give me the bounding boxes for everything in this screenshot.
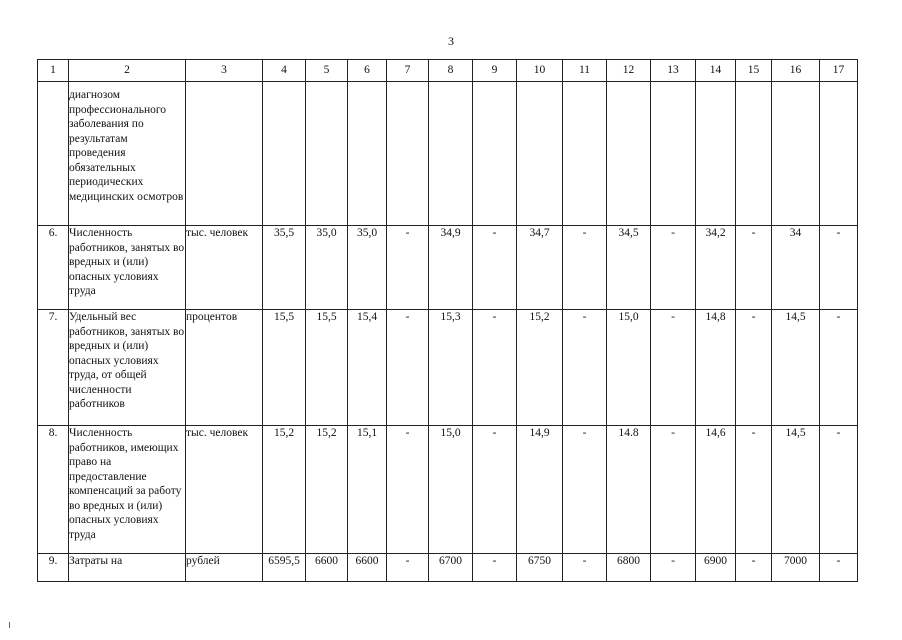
column-header: 7 bbox=[387, 60, 429, 82]
value-cell: 15,3 bbox=[429, 310, 473, 426]
column-header: 12 bbox=[607, 60, 651, 82]
value-cell: - bbox=[820, 554, 858, 582]
value-cell bbox=[263, 82, 306, 226]
column-header: 17 bbox=[820, 60, 858, 82]
value-cell: - bbox=[563, 426, 607, 554]
value-cell: 15,0 bbox=[429, 426, 473, 554]
value-cell: 35,0 bbox=[348, 226, 387, 310]
value-cell bbox=[651, 82, 696, 226]
value-cell bbox=[306, 82, 348, 226]
value-cell: - bbox=[563, 226, 607, 310]
indicator-name: Затраты на bbox=[69, 554, 186, 582]
indicator-name: Удельный вес работников, занятых во вредных и (или) опасных условиях труда, от общей численности работников bbox=[69, 310, 186, 426]
value-cell: - bbox=[473, 554, 517, 582]
row-number: 9. bbox=[38, 554, 69, 582]
value-cell: 34,5 bbox=[607, 226, 651, 310]
value-cell: 15,2 bbox=[517, 310, 563, 426]
value-cell: - bbox=[736, 426, 772, 554]
value-cell bbox=[607, 82, 651, 226]
value-cell: 15,2 bbox=[263, 426, 306, 554]
value-cell bbox=[820, 82, 858, 226]
column-header: 14 bbox=[696, 60, 736, 82]
value-cell: 6800 bbox=[607, 554, 651, 582]
value-cell: - bbox=[387, 554, 429, 582]
unit-cell bbox=[186, 82, 263, 226]
column-header: 4 bbox=[263, 60, 306, 82]
indicator-name: Численность работников, имеющих право на предоставление компенсаций за работу во вредных и (или) опасных условиях труда bbox=[69, 426, 186, 554]
value-cell: 6600 bbox=[306, 554, 348, 582]
value-cell bbox=[696, 82, 736, 226]
value-cell: 34,2 bbox=[696, 226, 736, 310]
value-cell bbox=[473, 82, 517, 226]
column-header: 15 bbox=[736, 60, 772, 82]
value-cell: - bbox=[651, 226, 696, 310]
value-cell bbox=[387, 82, 429, 226]
row-number: 7. bbox=[38, 310, 69, 426]
table-row bbox=[38, 426, 858, 554]
value-cell: - bbox=[820, 310, 858, 426]
indicator-name: Численность работников, занятых во вредных и (или) опасных условиях труда bbox=[69, 226, 186, 310]
value-cell: 14,6 bbox=[696, 426, 736, 554]
value-cell: 6600 bbox=[348, 554, 387, 582]
value-cell: 14,5 bbox=[772, 426, 820, 554]
column-header: 16 bbox=[772, 60, 820, 82]
value-cell bbox=[736, 82, 772, 226]
value-cell: - bbox=[651, 310, 696, 426]
value-cell bbox=[517, 82, 563, 226]
unit-cell: тыс. человек bbox=[186, 426, 263, 554]
value-cell bbox=[429, 82, 473, 226]
value-cell: 6750 bbox=[517, 554, 563, 582]
value-cell: 14,9 bbox=[517, 426, 563, 554]
value-cell bbox=[348, 82, 387, 226]
table-row bbox=[38, 310, 858, 426]
value-cell: 15,5 bbox=[306, 310, 348, 426]
value-cell: - bbox=[387, 310, 429, 426]
column-header: 2 bbox=[69, 60, 186, 82]
value-cell: 34,7 bbox=[517, 226, 563, 310]
value-cell: - bbox=[820, 426, 858, 554]
value-cell: 34 bbox=[772, 226, 820, 310]
value-cell: - bbox=[651, 426, 696, 554]
column-header: 6 bbox=[348, 60, 387, 82]
value-cell: - bbox=[387, 226, 429, 310]
table-row bbox=[38, 82, 858, 226]
value-cell: 15,2 bbox=[306, 426, 348, 554]
column-header: 9 bbox=[473, 60, 517, 82]
value-cell: 15,0 bbox=[607, 310, 651, 426]
column-header: 3 bbox=[186, 60, 263, 82]
column-header: 1 bbox=[38, 60, 69, 82]
value-cell: 15,5 bbox=[263, 310, 306, 426]
value-cell: 35,0 bbox=[306, 226, 348, 310]
value-cell: - bbox=[736, 310, 772, 426]
value-cell: - bbox=[820, 226, 858, 310]
value-cell: - bbox=[651, 554, 696, 582]
data-table bbox=[37, 59, 858, 582]
value-cell: 6595,5 bbox=[263, 554, 306, 582]
column-header: 8 bbox=[429, 60, 473, 82]
value-cell: - bbox=[736, 226, 772, 310]
value-cell: - bbox=[387, 426, 429, 554]
value-cell: 15,1 bbox=[348, 426, 387, 554]
page-number: 3 bbox=[448, 34, 454, 48]
value-cell: - bbox=[563, 310, 607, 426]
row-number: 8. bbox=[38, 426, 69, 554]
header-row bbox=[38, 60, 858, 82]
value-cell: - bbox=[473, 310, 517, 426]
table-row bbox=[38, 226, 858, 310]
value-cell: 14,8 bbox=[696, 310, 736, 426]
indicator-name: диагнозом профессионального заболевания по результатам проведения обязательных периодических медицинских осмотров bbox=[69, 82, 186, 226]
value-cell: 34,9 bbox=[429, 226, 473, 310]
row-number: 6. bbox=[38, 226, 69, 310]
value-cell: 15,4 bbox=[348, 310, 387, 426]
value-cell: 14.8 bbox=[607, 426, 651, 554]
row-number bbox=[38, 82, 69, 226]
value-cell bbox=[563, 82, 607, 226]
value-cell bbox=[772, 82, 820, 226]
scan-mark bbox=[9, 622, 10, 628]
value-cell: 7000 bbox=[772, 554, 820, 582]
unit-cell: рублей bbox=[186, 554, 263, 582]
value-cell: 35,5 bbox=[263, 226, 306, 310]
value-cell: - bbox=[473, 426, 517, 554]
unit-cell: процентов bbox=[186, 310, 263, 426]
column-header: 11 bbox=[563, 60, 607, 82]
value-cell: - bbox=[736, 554, 772, 582]
value-cell: - bbox=[473, 226, 517, 310]
column-header: 10 bbox=[517, 60, 563, 82]
value-cell: 14,5 bbox=[772, 310, 820, 426]
value-cell: 6700 bbox=[429, 554, 473, 582]
column-header: 5 bbox=[306, 60, 348, 82]
value-cell: 6900 bbox=[696, 554, 736, 582]
unit-cell: тыс. человек bbox=[186, 226, 263, 310]
value-cell: - bbox=[563, 554, 607, 582]
column-header: 13 bbox=[651, 60, 696, 82]
table-row bbox=[38, 554, 858, 582]
